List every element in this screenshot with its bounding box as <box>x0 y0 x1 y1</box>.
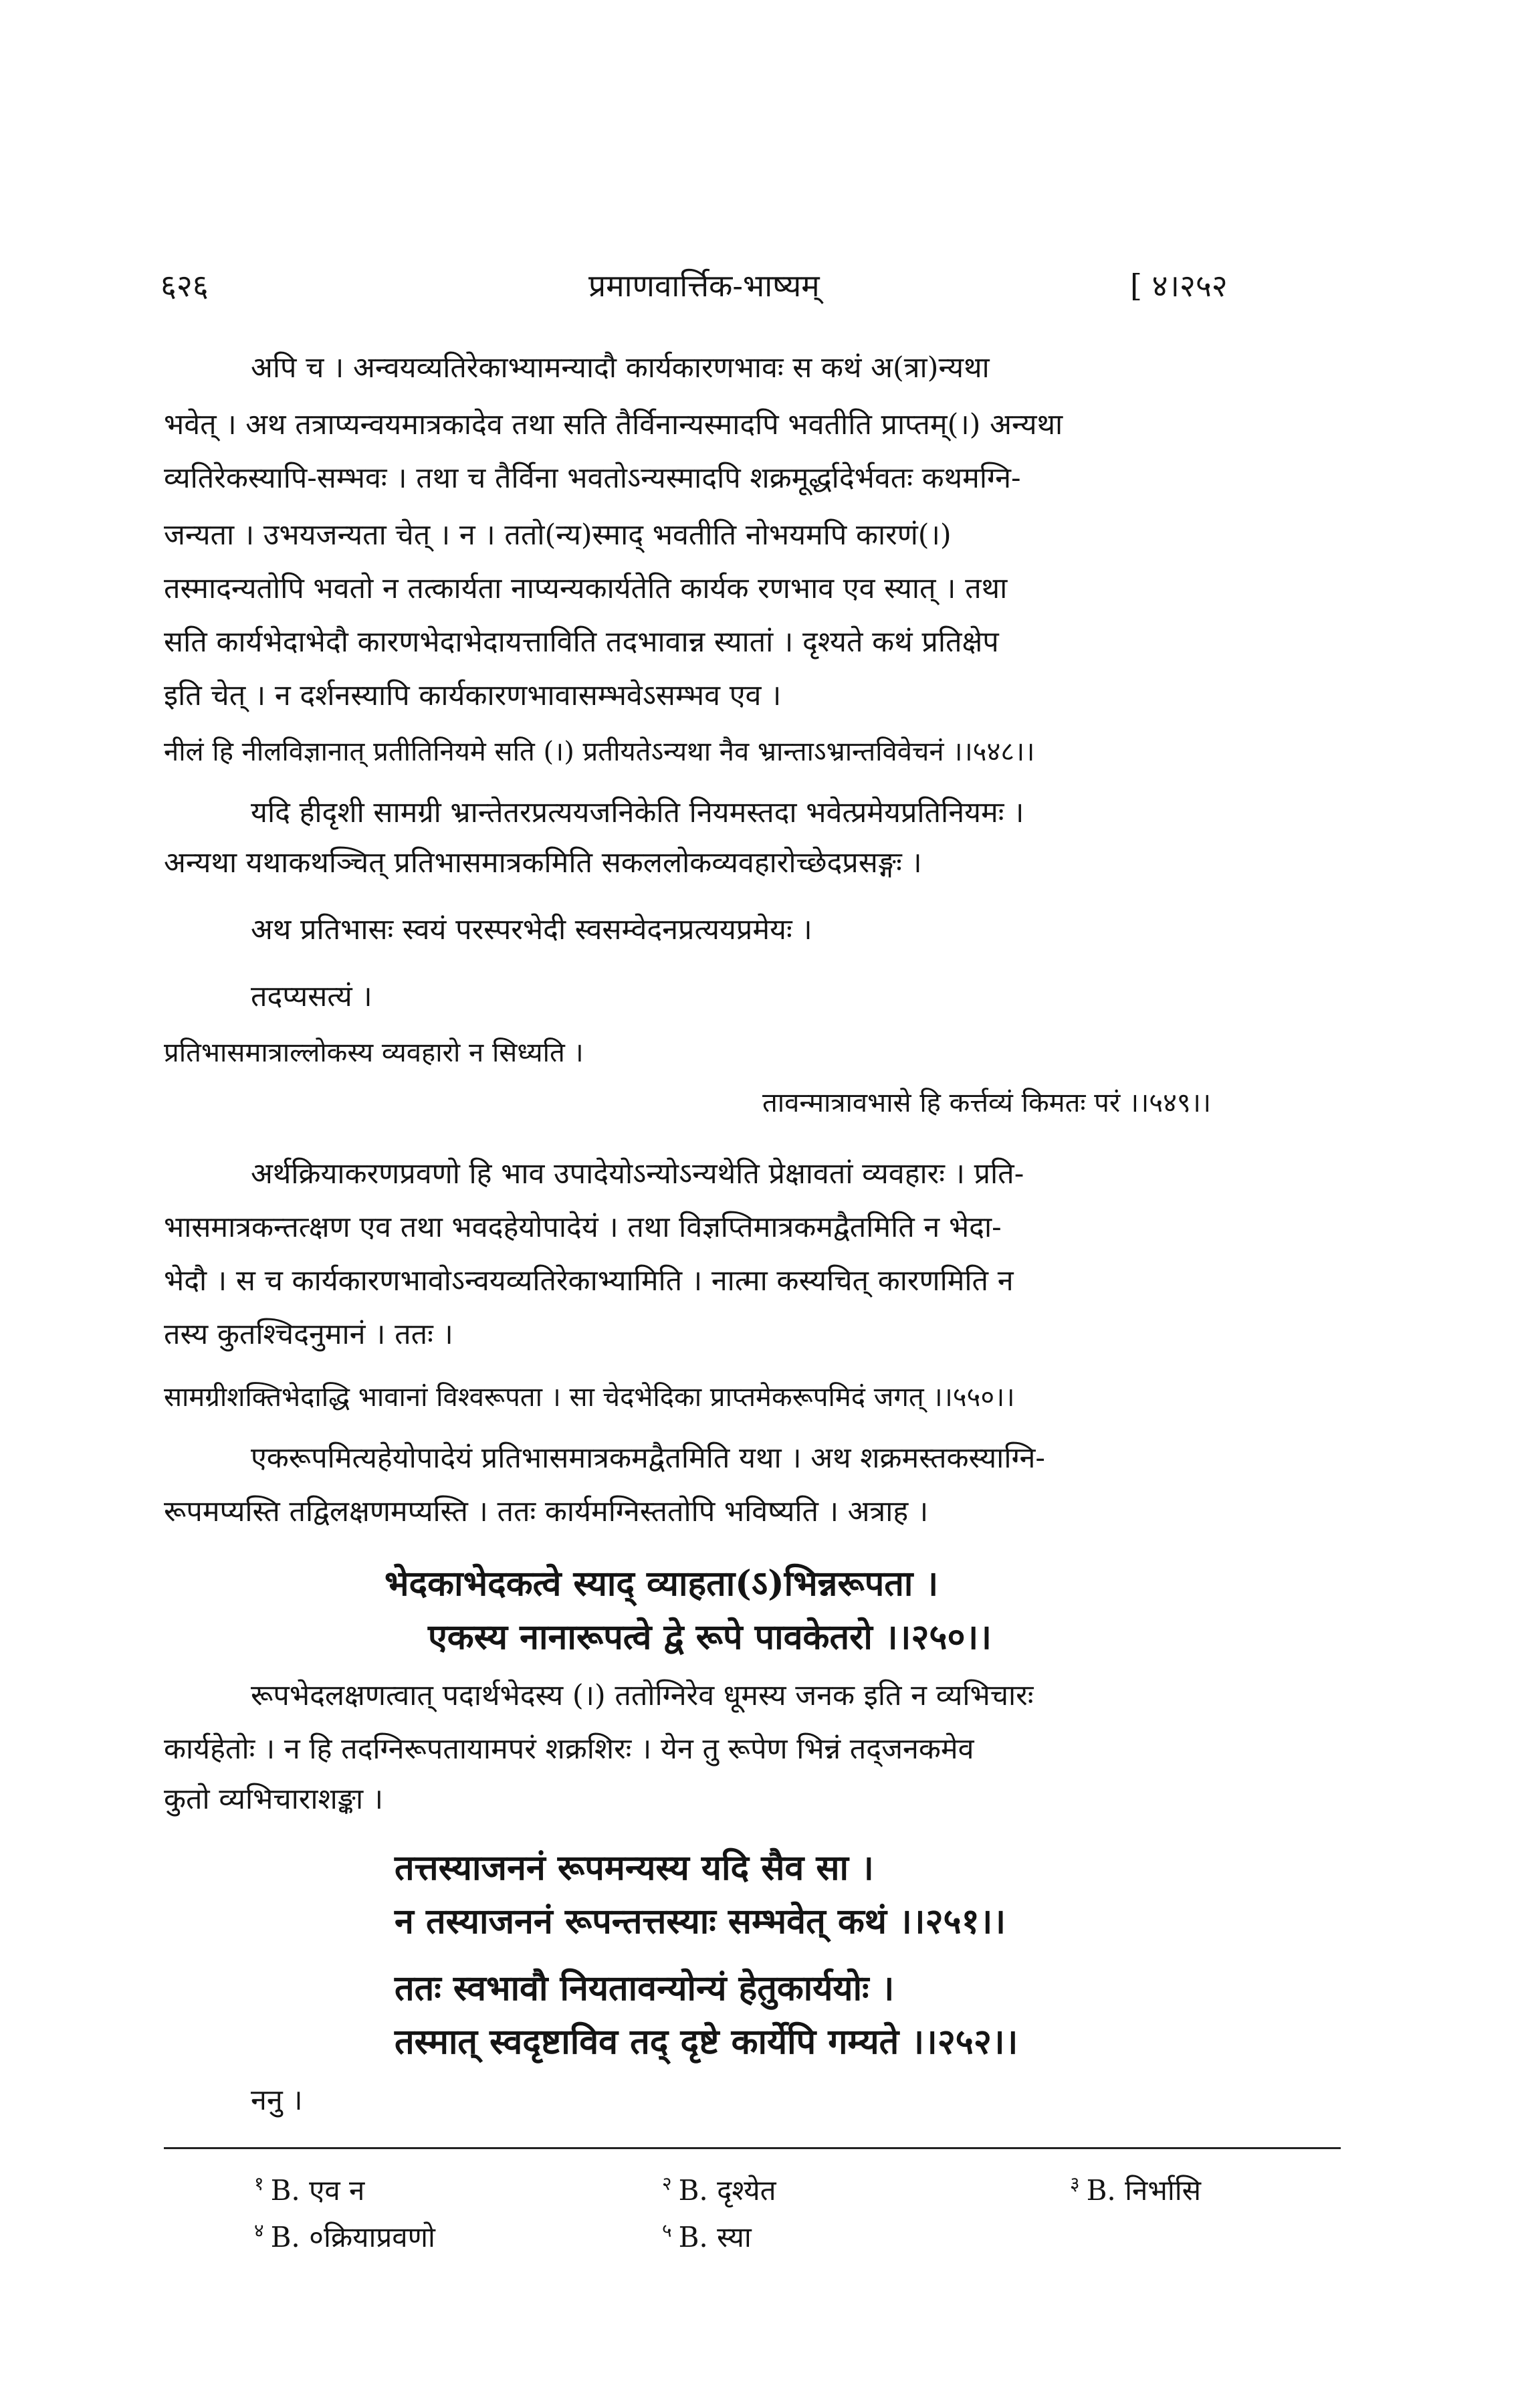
paragraph-line: भासमात्रकन्तत्क्षण एव तथा भवदहेयोपादेयं । तथा विज्ञप्तिमात्रकमद्वैतमिति न भेदा- <box>164 1211 1002 1244</box>
paragraph-line: एकरूपमित्यहेयोपादेयं प्रतिभासमात्रकमद्वैतमिति यथा । अथ शक्रमस्तकस्याग्नि- <box>251 1441 1045 1475</box>
karika-252-line: ततः स्वभावौ नियतावन्योन्यं हेतुकार्ययोः । <box>395 1968 895 2009</box>
paragraph-line: इति चेत् । न दर्शनस्यापि कार्यकारणभावासम्भवेऽसम्भव एव । <box>164 679 782 712</box>
footnote <box>662 2217 752 2255</box>
paragraph-line: रूपमप्यस्ति तद्विलक्षणमप्यस्ति । ततः कार्यमग्निस्ततोपि भविष्यति । अत्राह । <box>164 1495 929 1528</box>
footnote-mark: ४ <box>254 2219 264 2241</box>
footnote-text: B. दृश्येत <box>678 2174 776 2207</box>
paragraph-line: सति कार्यभेदाभेदौ कारणभेदाभेदायत्ताविति तदभावान्न स्यातां । दृश्यते कथं प्रतिक्षेप <box>164 625 999 659</box>
footnote-text: B. ०क्रियाप्रवणो <box>270 2221 435 2253</box>
verse-548: नीलं हि नीलविज्ञानात् प्रतीतिनियमे सति (।) प्रतीयतेऽन्यथा नैव भ्रान्ताऽभ्रान्तविवेचनं ।।५४८।। <box>164 736 1035 767</box>
footnote-text: B. एव न <box>270 2174 365 2207</box>
paragraph-line: कुतो व्यभिचाराशङ्का । <box>164 1783 384 1816</box>
footnote-text: B. निर्भासि <box>1086 2174 1201 2207</box>
karika-251-line: तत्तस्याजननं रूपमन्यस्य यदि सैव सा । <box>395 1847 874 1888</box>
karika-250-line: भेदकाभेदकत्वे स्याद् व्याहता(ऽ)भिन्नरूपता । <box>384 1563 939 1604</box>
paragraph-line: तस्य कुतश्चिदनुमानं । ततः । <box>164 1318 453 1351</box>
karika-250-line: एकस्य नानारूपत्वे द्वे रूपे पावकेतरो ।।२५०।। <box>428 1617 992 1658</box>
paragraph-line: रूपभेदलक्षणत्वात् पदार्थभेदस्य (।) ततोग्निरेव धूमस्य जनक इति न व्यभिचारः <box>251 1679 1034 1712</box>
page-title: प्रमाणवार्त्तिक-भाष्यम् <box>588 268 820 304</box>
footnote <box>1070 2171 1201 2209</box>
paragraph-line: अन्यथा यथाकथञ्चित् प्रतिभासमात्रकमिति सकललोकव्यवहारोच्छेदप्रसङ्गः । <box>164 846 922 880</box>
paragraph-line: तदप्यसत्यं । <box>251 980 372 1013</box>
section-reference: [ ४।२५२ <box>1130 268 1228 304</box>
paragraph-line: ननु । <box>251 2084 303 2117</box>
paragraph-line: व्यतिरेकस्यापि-सम्भवः । तथा च तैर्विना भवतोऽन्यस्मादपि शक्रमूर्द्धादेर्भवतः कथमग्नि- <box>164 462 1021 495</box>
paragraph-line: अर्थक्रियाकरणप्रवणो हि भाव उपादेयोऽन्योऽन्यथेति प्रेक्षावतां व्यवहारः । प्रति- <box>251 1157 1024 1191</box>
footnote-text: B. स्या <box>678 2221 752 2253</box>
footnote-mark: १ <box>254 2173 264 2195</box>
paragraph-line: जन्यता । उभयजन्यता चेत् । न । ततो(न्य)स्माद् भवतीति नोभयमपि कारणं(।) <box>164 518 952 552</box>
karika-252-line: तस्मात् स्वदृष्टाविव तद् दृष्टे कार्येपि गम्यते ।।२५२।। <box>395 2021 1018 2062</box>
paragraph-line: अथ प्रतिभासः स्वयं परस्परभेदी स्वसम्वेदनप्रत्ययप्रमेयः । <box>251 913 812 946</box>
footnote <box>254 2217 435 2255</box>
verse-550: सामग्रीशक्तिभेदाद्धि भावानां विश्वरूपता । सा चेदभेदिका प्राप्तमेकरूपमिदं जगत् ।।५५०।। <box>164 1382 1015 1413</box>
footnote-mark: ५ <box>662 2219 672 2241</box>
karika-251-line: न तस्याजननं रूपन्तत्तस्याः सम्भवेत् कथं ।।२५१।। <box>395 1901 1006 1942</box>
footnote <box>662 2171 776 2209</box>
footnote-mark: २ <box>662 2173 672 2195</box>
paragraph-line: भेदौ । स च कार्यकारणभावोऽन्वयव्यतिरेकाभ्यामिति । नात्मा कस्यचित् कारणमिति न <box>164 1264 1014 1298</box>
paragraph-line: कार्यहेतोः । न हि तदग्निरूपतायामपरं शक्रशिरः । येन तु रूपेण भिन्नं तद्जनकमेव <box>164 1732 974 1766</box>
paragraph-line: अपि च । अन्वयव्यतिरेकाभ्यामन्यादौ कार्यकारणभावः स कथं अ(त्रा)न्यथा <box>251 351 990 385</box>
paragraph-line: भवेत् । अथ तत्राप्यन्वयमात्रकादेव तथा सति तैर्विनान्यस्मादपि भवतीति प्राप्तम्(।) अन्यथा <box>164 408 1063 441</box>
page-number: ६२६ <box>160 268 209 304</box>
footnote <box>254 2171 364 2209</box>
verse-549-line: प्रतिभासमात्राल्लोकस्य व्यवहारो न सिध्यति । <box>164 1037 584 1068</box>
paragraph-line: तस्मादन्यतोपि भवतो न तत्कार्यता नाप्यन्यकार्यतेति कार्यक रणभाव एव स्यात् । तथा <box>164 572 1008 605</box>
verse-549-line: तावन्मात्रावभासे हि कर्त्तव्यं किमतः परं ।।५४९।। <box>762 1088 1212 1118</box>
footnote-divider <box>164 2147 1341 2149</box>
paragraph-line: यदि हीदृशी सामग्री भ्रान्तेतरप्रत्ययजनिकेति नियमस्तदा भवेत्प्रमेयप्रतिनियमः । <box>251 796 1024 829</box>
footnote-mark: ३ <box>1070 2173 1080 2195</box>
